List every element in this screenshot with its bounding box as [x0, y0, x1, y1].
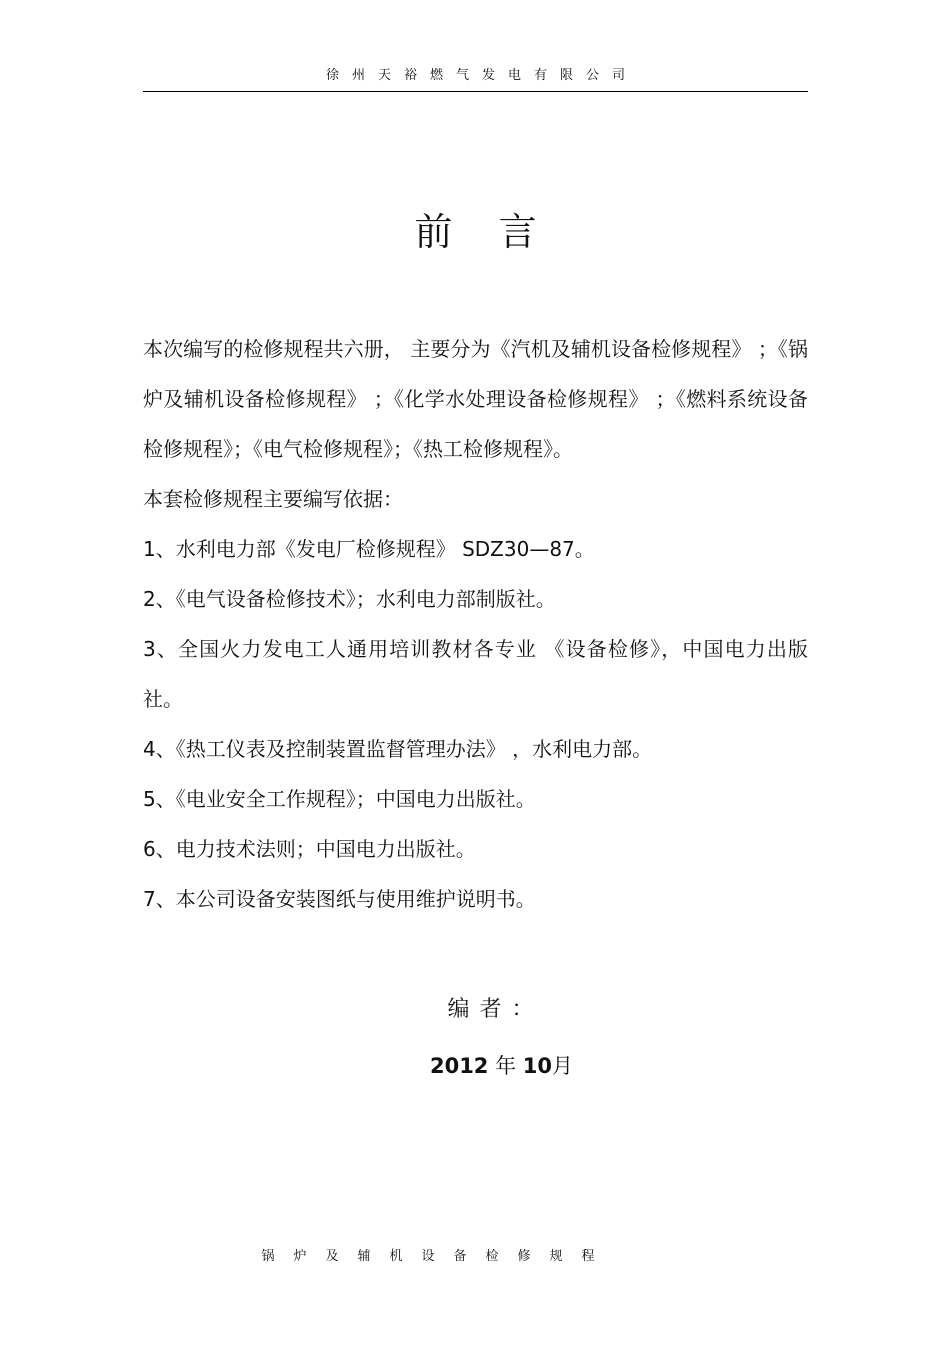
list-item: 2、《电气设备检修技术》；水利电力部制版社。: [143, 587, 556, 611]
date-month: 10: [522, 1054, 553, 1078]
date-month-unit: 月: [552, 1054, 574, 1078]
paragraph-basis-heading: 本套检修规程主要编写依据：: [143, 487, 403, 511]
paragraph-intro: 本次编写的检修规程共六册， 主要分为《汽机及辅机设备检修规程》 ；《锅炉及辅机设备检修规程》 ；《化学水处理设备检修规程》 ；《燃料系统设备检修规程》；《电气检修规程》；《热工检修规程》。: [143, 337, 808, 461]
list-item: 5、《电业安全工作规程》；中国电力出版社。: [143, 787, 536, 811]
date-year: 2012: [429, 1054, 489, 1078]
page-footer-volume: 锅炉及辅机设备检修规程: [261, 1249, 614, 1264]
page-header-company: 徐州天裕燃气发电有限公司: [325, 68, 638, 83]
editor-signature: 编者：: [447, 997, 544, 1022]
list-item: 3、全国火力发电工人通用培训教材各专业 《设备检修》，中国电力出版社。: [143, 637, 808, 711]
date-year-unit: 年: [495, 1054, 517, 1078]
list-item: 7、本公司设备安装图纸与使用维护说明书。: [143, 887, 536, 911]
list-item: 6、电力技术法则；中国电力出版社。: [143, 837, 476, 861]
preface-body: [143, 324, 808, 924]
list-item: 1、水利电力部《发电厂检修规程》 SDZ30—87。: [143, 537, 595, 561]
page-title: 前言: [414, 210, 583, 254]
publication-date: [143, 1046, 808, 1086]
list-item: 4、《热工仪表及控制装置监督管理办法》 ，水利电力部。: [143, 737, 653, 761]
header-divider: [143, 91, 808, 92]
